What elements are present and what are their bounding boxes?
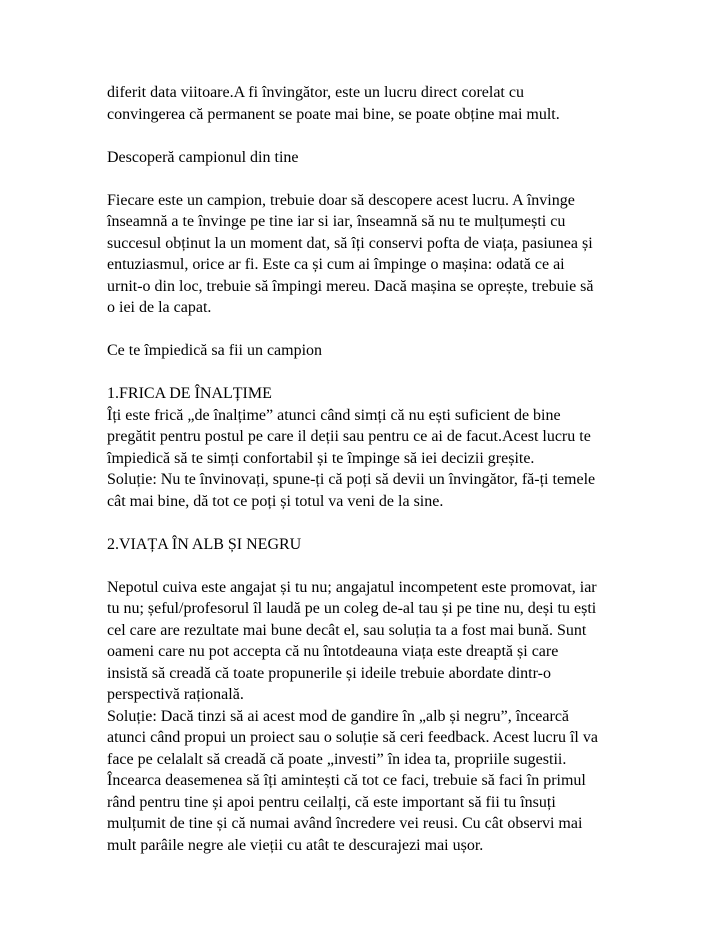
- text-line: înseamnă a te învinge pe tine iar si iar, înseamnă să nu te mulțumești cu: [107, 213, 566, 230]
- text-line: Soluție: Nu te învinovați, spune-ți că poți să devii un învingător, fă-ți temele: [107, 471, 596, 488]
- text-line: rând pentru tine și apoi pentru ceilalți, că este important să fii tu însuți: [107, 793, 556, 811]
- text-line: succesul obținut la un moment dat, să îți conservi pofta de viața, pasiunea și: [107, 234, 593, 252]
- text-line: Soluție: Dacă tinzi să ai acest mod de gandire în „alb și negru”, încearcă: [107, 707, 570, 725]
- section-1: [107, 383, 627, 512]
- document-page: [107, 82, 627, 856]
- text-line: perspectivă rațională.: [107, 686, 244, 703]
- text-line: mult parâile negre ale vieții cu atât te descurajezi mai ușor.: [107, 836, 484, 854]
- text-line: cât mai bine, dă tot ce poți și totul va veni de la sine.: [107, 492, 444, 510]
- text-line: entuziasmul, orice ar fi. Este ca și cum ai împinge o mașina: odată ce ai: [107, 256, 565, 273]
- text-line: insistă să creadă că toate propunerile și ideile trebuie abordate dintr-o: [107, 664, 551, 682]
- intro-paragraph: [107, 82, 627, 125]
- text-line: urnit-o din loc, trebuie să împingi mereu. Dacă mașina se oprește, trebuie să: [107, 277, 594, 295]
- text-line: face pe celalalt să creadă că poate „investi” în idea ta, propriile sugestii.: [107, 750, 567, 768]
- text-line: mulțumit de tine și că numai având încredere vei reusi. Cu cât observi mai: [107, 815, 583, 832]
- text-line: atunci când propui un proiect sau o soluție să ceri feedback. Acest lucru îl va: [107, 729, 598, 746]
- text-line: convingerea că permanent se poate mai bine, se poate obține mai mult.: [107, 105, 560, 123]
- text-line: o iei de la capat.: [107, 299, 212, 316]
- text-line: Fiecare este un campion, trebuie doar să descopere acest lucru. A învinge: [107, 191, 575, 209]
- text-line: Îți este frică „de înalțime” atunci când simți că nu ești suficient de bine: [107, 406, 561, 424]
- section-heading: Descoperă campionul din tine: [107, 148, 299, 166]
- text-line: tu nu; șeful/profesorul îl laudă pe un coleg de-al tau și pe tine nu, deși tu ești: [107, 600, 597, 617]
- section-title: 1.FRICA DE ÎNALȚIME: [107, 385, 272, 402]
- section-2: [107, 534, 627, 857]
- text-line: Încearca deasemenea să îți amintești că tot ce faci, trebuie să faci în primul: [107, 772, 586, 789]
- campion-paragraph: [107, 190, 627, 319]
- text-line: pregătit pentru postul pe care il deții sau pentru ce ai de facut.Acest lucru te: [107, 428, 591, 445]
- text-line: diferit data viitoare.A fi învingător, este un lucru direct corelat cu: [107, 84, 524, 101]
- section-title: 2.VIAȚA ÎN ALB ȘI NEGRU: [107, 535, 302, 553]
- section-heading: Ce te împiedică sa fii un campion: [107, 342, 323, 359]
- text-line: împiedică să te simți confortabil și te împinge să iei decizii greșite.: [107, 449, 535, 467]
- text-line: cel care are rezultate mai bune decât el, sau soluția ta a fost mai bună. Sunt: [107, 621, 587, 639]
- text-line: Nepotul cuiva este angajat și tu nu; angajatul incompetent este promovat, iar: [107, 578, 597, 596]
- text-line: oameni care nu pot accepta că nu întotdeauna viața este dreaptă și care: [107, 643, 559, 660]
